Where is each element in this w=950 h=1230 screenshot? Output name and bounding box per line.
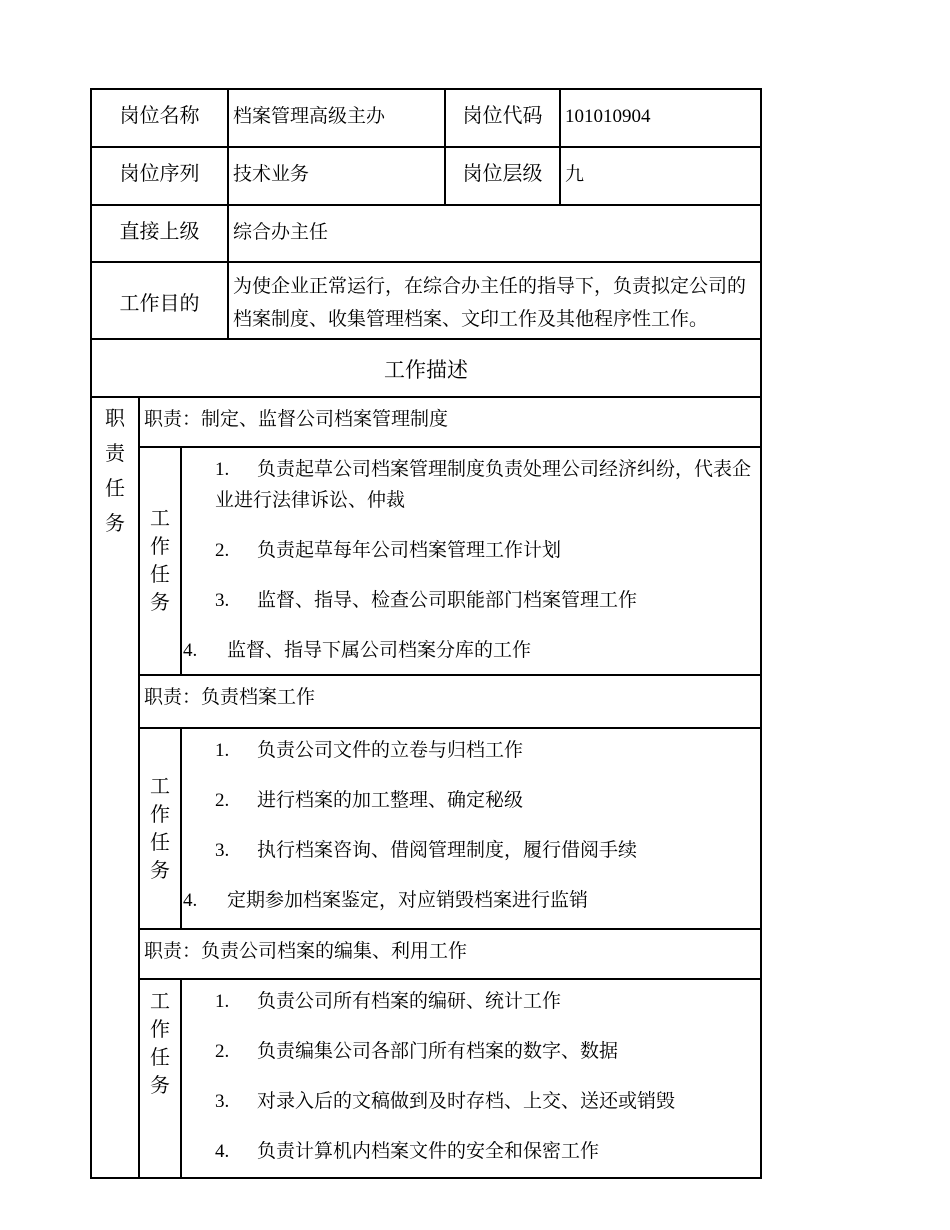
table-row [92, 148, 760, 206]
duty-heading-text: 职责：负责档案工作 [144, 687, 316, 708]
task-block [140, 980, 760, 1177]
work-task-column-label: 工作任务 [150, 991, 170, 1097]
duty-task-column-label: 职责任务 [105, 408, 125, 535]
duty-heading [140, 930, 760, 980]
work-task-column-label: 工作任务 [150, 775, 170, 882]
work-task-column [140, 729, 182, 928]
task-text: 负责计算机内档案文件的安全和保密工作 [257, 1141, 600, 1162]
duty-heading [140, 676, 760, 729]
work-task-column [140, 448, 182, 674]
task-number: 3. [215, 590, 230, 611]
task-number: 2. [215, 790, 230, 811]
task-number: 3. [215, 840, 230, 861]
task-item [182, 885, 760, 916]
task-item [182, 454, 760, 516]
position-series-label: 岗位序列 [119, 163, 200, 185]
work-task-column-label: 工作任务 [150, 508, 170, 614]
supervisor-label: 直接上级 [119, 221, 200, 243]
task-text: 定期参加档案鉴定，对应销毁档案进行监销 [227, 890, 589, 911]
task-item [182, 785, 760, 816]
task-number: 3. [215, 1091, 230, 1112]
task-text: 进行档案的加工整理、确定秘级 [257, 790, 524, 811]
position-level-value: 九 [559, 148, 760, 204]
task-item [182, 585, 760, 616]
position-code-label: 岗位代码 [444, 90, 559, 146]
task-item [182, 1086, 760, 1117]
task-item [182, 986, 760, 1017]
task-item [182, 735, 760, 766]
duty-heading [140, 398, 760, 448]
task-text: 负责公司文件的立卷与归档工作 [257, 740, 524, 761]
work-description-title: 工作描述 [384, 358, 468, 382]
table-row [92, 206, 760, 263]
task-item [182, 1136, 760, 1167]
task-number: 2. [215, 1041, 230, 1062]
task-number: 2. [215, 540, 230, 561]
task-number: 1. [215, 991, 230, 1012]
task-text: 执行档案咨询、借阅管理制度，履行借阅手续 [257, 840, 638, 861]
supervisor-value: 综合办主任 [227, 206, 760, 261]
position-level-label: 岗位层级 [444, 148, 559, 204]
table-row [92, 340, 760, 398]
task-item [182, 535, 760, 566]
table-row [92, 90, 760, 148]
duty-heading-text: 职责：负责公司档案的编集、利用工作 [144, 941, 468, 962]
purpose-label: 工作目的 [119, 293, 200, 315]
task-number: 4. [183, 640, 198, 661]
duties-section [92, 398, 760, 1177]
task-block [140, 729, 760, 930]
task-item [182, 635, 760, 666]
task-number: 1. [215, 459, 230, 480]
task-number: 4. [215, 1141, 230, 1162]
duty-task-column [92, 398, 140, 1177]
task-block [140, 448, 760, 676]
task-text: 负责公司所有档案的编研、统计工作 [257, 991, 562, 1012]
task-text: 监督、指导、检查公司职能部门档案管理工作 [257, 590, 638, 611]
position-name-value: 档案管理高级主办 [227, 90, 444, 146]
task-item [182, 1036, 760, 1067]
job-description-table [90, 88, 762, 1179]
work-task-column [140, 980, 182, 1177]
task-text: 负责起草每年公司档案管理工作计划 [257, 540, 562, 561]
task-number: 4. [183, 890, 198, 911]
task-text: 负责起草公司档案管理制度负责处理公司经济纠纷，代表企业进行法律诉讼、仲裁 [215, 459, 752, 511]
task-number: 1. [215, 740, 230, 761]
task-text: 负责编集公司各部门所有档案的数字、数据 [257, 1041, 619, 1062]
task-text: 对录入后的文稿做到及时存档、上交、送还或销毁 [257, 1091, 676, 1112]
purpose-value: 为使企业正常运行，在综合办主任的指导下，负责拟定公司的档案制度、收集管理档案、文印工作及其他程序性工作。 [227, 263, 760, 338]
duty-heading-text: 职责：制定、监督公司档案管理制度 [144, 409, 449, 430]
task-text: 监督、指导下属公司档案分库的工作 [227, 640, 532, 661]
position-name-label: 岗位名称 [119, 105, 200, 127]
position-series-value: 技术业务 [227, 148, 444, 204]
task-item [182, 835, 760, 866]
position-code-value: 101010904 [559, 90, 760, 146]
table-row [92, 263, 760, 340]
